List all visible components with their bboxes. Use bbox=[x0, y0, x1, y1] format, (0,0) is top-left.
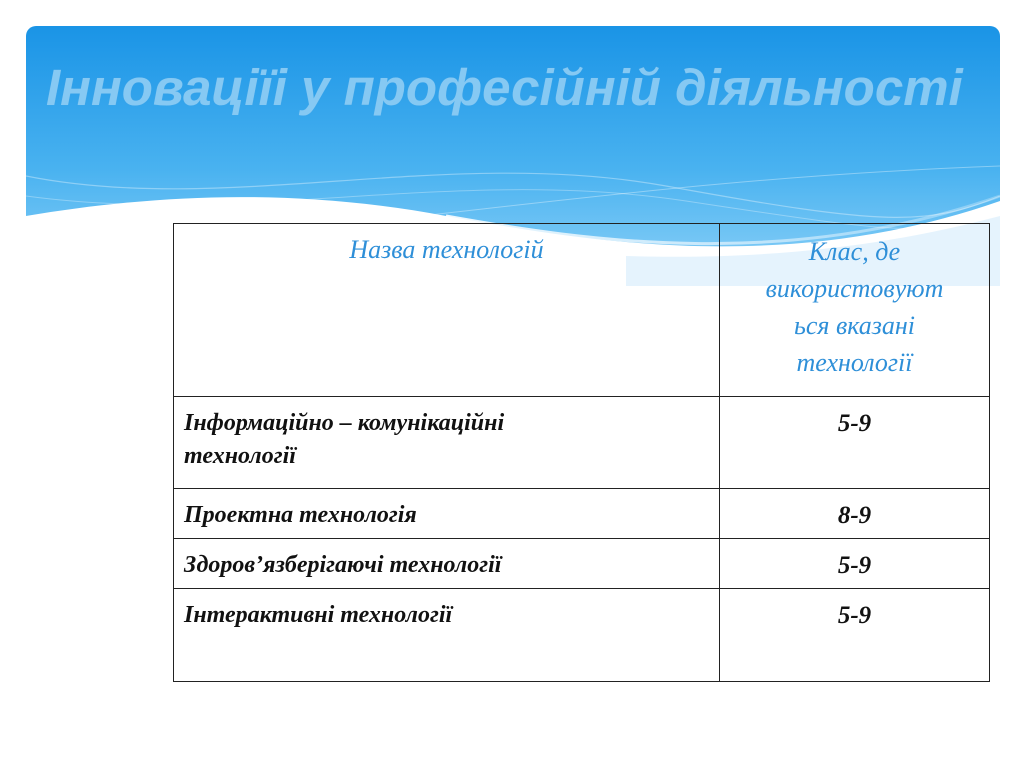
header-technology-name: Назва технологій bbox=[174, 224, 720, 397]
class-cell: 5-9 bbox=[720, 539, 990, 589]
slide-title: Інноваціїі у професійній діяльності bbox=[46, 59, 963, 116]
cell-line: Інформаційно – комунікаційні bbox=[184, 410, 505, 436]
class-cell: 5-9 bbox=[720, 589, 990, 682]
technology-name-cell bbox=[174, 397, 720, 489]
header-class-line-1: Клас, де bbox=[808, 237, 901, 266]
class-cell: 8-9 bbox=[720, 489, 990, 539]
table-row bbox=[174, 397, 990, 489]
technology-name-cell bbox=[174, 489, 720, 539]
header-class-line-3: ься вказані bbox=[793, 311, 916, 340]
header-class-line-2: використовуют bbox=[765, 274, 944, 303]
cell-line: Інтерактивні технології bbox=[184, 602, 453, 628]
technologies-table bbox=[173, 223, 990, 682]
table-row bbox=[174, 589, 990, 682]
header-class bbox=[720, 224, 990, 397]
technology-name-cell bbox=[174, 539, 720, 589]
table-row bbox=[174, 489, 990, 539]
header-class-line-4: технології bbox=[796, 348, 913, 377]
table-row bbox=[174, 539, 990, 589]
cell-line: технології bbox=[184, 443, 296, 469]
cell-line: Здоров’язберігаючі технології bbox=[184, 552, 502, 578]
cell-line: Проектна технологія bbox=[184, 502, 417, 528]
class-cell: 5-9 bbox=[720, 397, 990, 489]
table-header-row bbox=[174, 224, 990, 397]
technology-name-cell bbox=[174, 589, 720, 682]
